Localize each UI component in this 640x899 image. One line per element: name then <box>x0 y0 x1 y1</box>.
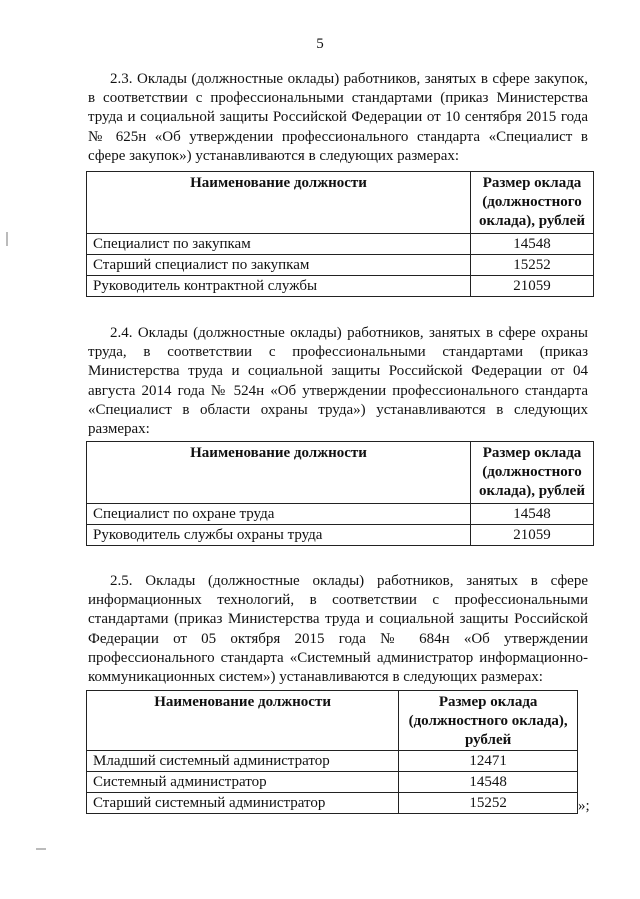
salary-cell: 14548 <box>471 504 594 525</box>
position-cell: Специалист по закупкам <box>87 234 471 255</box>
table-row <box>87 276 594 297</box>
salary-cell: 15252 <box>399 793 578 814</box>
position-cell: Специалист по охране труда <box>87 504 471 525</box>
position-cell: Системный администратор <box>87 772 399 793</box>
position-cell: Старший системный администратор <box>87 793 399 814</box>
salary-cell: 12471 <box>399 751 578 772</box>
position-cell: Старший специалист по закупкам <box>87 255 471 276</box>
table-row <box>87 772 578 793</box>
table-procurement <box>86 171 594 297</box>
position-cell: Руководитель службы охраны труда <box>87 525 471 546</box>
header-salary: Размер оклада (должностного оклада), рублей <box>471 172 594 234</box>
paragraph-2-3-text: 2.3. Оклады (должностные оклады) работников, занятых в сфере закупок, в соответствии с профессиональными стандартами (приказ Министерства труда и социальной защиты Российской Федерации от 10 сентября 2015 года № 625н «Об утверждении профессионального стандарта «Специалист в сфере закупок») устанавливаются в следующих размерах: <box>88 71 588 164</box>
salary-cell: 15252 <box>471 255 594 276</box>
table-header-row <box>87 172 594 234</box>
salary-cell: 21059 <box>471 276 594 297</box>
salary-cell: 14548 <box>471 234 594 255</box>
header-position: Наименование должности <box>87 691 399 751</box>
position-cell: Младший системный администратор <box>87 751 399 772</box>
page-number: 5 <box>316 36 324 52</box>
paragraph-2-5-text: 2.5. Оклады (должностные оклады) работников, занятых в сфере информационных технологий, в соответствии с профессиональными стандартами (приказ Министерства труда и социальной защиты Российской Федерации от 05 октября 2015 года № 684н «Об утверждении профессионального стандарта «Системный администратор информационно-коммуникационных систем») устанавливаются в следующих размерах: <box>88 573 588 686</box>
table-it-systems <box>86 690 578 814</box>
header-salary: Размер оклада (должностного оклада), рублей <box>471 442 594 504</box>
table-row <box>87 255 594 276</box>
paragraph-2-5 <box>88 572 588 687</box>
table-row <box>87 793 578 814</box>
paragraph-2-4 <box>88 324 588 439</box>
table-row <box>87 504 594 525</box>
table-row <box>87 751 578 772</box>
table-row <box>87 525 594 546</box>
salary-cell: 21059 <box>471 525 594 546</box>
salary-cell: 14548 <box>399 772 578 793</box>
table-header-row <box>87 442 594 504</box>
table-row <box>87 234 594 255</box>
scan-artifact <box>36 848 46 850</box>
position-cell: Руководитель контрактной службы <box>87 276 471 297</box>
closing-quote-mark: »; <box>578 798 590 814</box>
paragraph-2-4-text: 2.4. Оклады (должностные оклады) работников, занятых в сфере охраны труда, в соответствии с профессиональными стандартами (приказ Министерства труда и социальной защиты Российской Федерации от 04 августа 2014 года № 524н «Об утверждении профессионального стандарта «Специалист в области охраны труда») устанавливаются в следующих размерах: <box>88 325 588 438</box>
table-labor-safety <box>86 441 594 546</box>
table-header-row <box>87 691 578 751</box>
header-position: Наименование должности <box>87 442 471 504</box>
header-salary: Размер оклада (должностного оклада), рублей <box>399 691 578 751</box>
scan-artifact <box>6 232 8 246</box>
header-position: Наименование должности <box>87 172 471 234</box>
paragraph-2-3 <box>88 70 588 166</box>
